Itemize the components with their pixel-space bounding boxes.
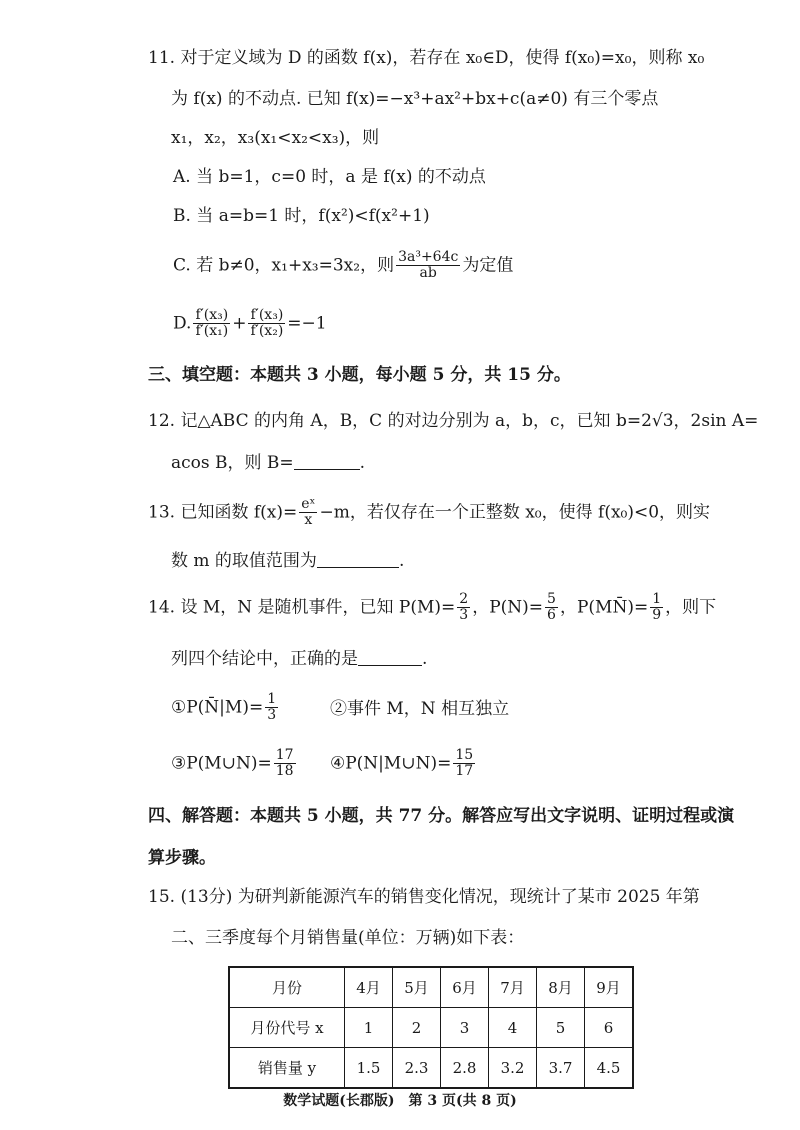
- q12-line1: 12. 记△ABC 的内角 A，B，C 的对边分别为 a，b，c，已知 b=2√3，2sin A=: [148, 411, 759, 431]
- table-cell: 2.8: [441, 1048, 489, 1089]
- pmn-fraction: [650, 592, 663, 624]
- table-cell: 8月: [537, 967, 585, 1008]
- q14-line2-text: 列四个结论中，正确的是: [171, 649, 358, 669]
- table-cell: 3.2: [489, 1048, 537, 1089]
- fraction-denominator: 6: [547, 607, 556, 624]
- q14-conclusion-3: [171, 748, 298, 780]
- pn-fraction: [545, 592, 558, 624]
- q13-line1-text: 13. 已知函数 f(x)=: [148, 502, 298, 523]
- q11-option-d-fraction-2: [248, 308, 285, 340]
- q14-conclusion-1: [171, 692, 280, 724]
- table-row: [229, 1048, 633, 1089]
- q14-conclusion-4: [330, 748, 477, 780]
- q11-line2: 为 f(x) 的不动点. 已知 f(x)=−x³+ax²+bx+c(a≠0) 有三个零点: [171, 89, 659, 109]
- table-cell: 5月: [393, 967, 441, 1008]
- q14-text-c: ，P(MN̄)=: [559, 597, 649, 618]
- q13-line2-text: 数 m 的取值范围为: [171, 551, 317, 571]
- fraction-denominator: x: [304, 512, 313, 529]
- q15-line2: 二、三季度每个月销售量(单位：万辆)如下表：: [171, 928, 525, 948]
- fraction-denominator: ab: [419, 265, 437, 282]
- fraction-numerator: eˣ: [301, 496, 316, 512]
- table-cell: 5: [537, 1008, 585, 1048]
- table-cell: 3: [441, 1008, 489, 1048]
- fraction-denominator: 9: [652, 607, 662, 624]
- section-4-heading-line2: 算步骤。: [148, 848, 216, 868]
- conclusion-4-text: ④P(N|M∪N)=: [330, 753, 452, 774]
- fraction-numerator: 1: [652, 591, 662, 607]
- section-3-heading: 三、填空题：本题共 3 小题，每小题 5 分，共 15 分。: [148, 365, 571, 385]
- table-row: [229, 1008, 633, 1048]
- q12-line2: [171, 452, 365, 473]
- plus-sign: +: [232, 313, 247, 334]
- q11-option-d: [173, 308, 327, 340]
- conclusion-1-text: ①P(N̄|M)=: [171, 697, 264, 718]
- table-cell: 4.5: [585, 1048, 634, 1089]
- fraction-denominator: f′(x₂): [250, 323, 284, 340]
- q13-line1: [148, 497, 710, 529]
- fraction-denominator: 18: [275, 763, 294, 780]
- table-cell: 7月: [489, 967, 537, 1008]
- q13-fraction: [299, 497, 317, 529]
- conclusion-1-fraction: [265, 692, 278, 724]
- conclusion-4-fraction: [453, 748, 475, 780]
- table-cell: 2.3: [393, 1048, 441, 1089]
- fraction-numerator: 15: [455, 747, 474, 763]
- q12-line2-text: acos B，则 B=: [171, 453, 294, 473]
- table-cell: 4: [489, 1008, 537, 1048]
- q14-text-a: 14. 设 M，N 是随机事件，已知 P(M)=: [148, 597, 456, 618]
- page-footer: 数学试题(长郡版) 第 3 页(共 8 页): [283, 1093, 517, 1109]
- q12-line2-end: .: [359, 453, 366, 473]
- sales-table: [228, 966, 634, 1089]
- q11-option-d-label: D.: [173, 313, 192, 334]
- q11-option-d-fraction-1: [193, 308, 230, 340]
- table-cell: 4月: [345, 967, 393, 1008]
- q14-line1: [148, 592, 716, 624]
- q11-option-a: A. 当 b=1，c=0 时，a 是 f(x) 的不动点: [173, 167, 486, 187]
- q15-line1: 15. (13分) 为研判新能源汽车的销售变化情况，现统计了某市 2025 年第: [148, 887, 700, 907]
- q11-option-c-fraction: [396, 250, 460, 282]
- fraction-denominator: f′(x₁): [195, 323, 229, 340]
- table-row: [229, 967, 633, 1008]
- fraction-denominator: 3: [267, 707, 277, 724]
- section-4-heading-line1: 四、解答题：本题共 5 小题，共 77 分。解答应写出文字说明、证明过程或演: [148, 806, 735, 826]
- table-cell: 2: [393, 1008, 441, 1048]
- fraction-numerator: f′(x₃): [195, 307, 229, 323]
- conclusion-3-text: ③P(M∪N)=: [171, 753, 272, 774]
- conclusion-3-fraction: [274, 748, 296, 780]
- q11-line1: 11. 对于定义域为 D 的函数 f(x)，若存在 x₀∈D，使得 f(x₀)=x₀，则称 x₀: [148, 48, 705, 68]
- q14-conclusion-2: ②事件 M，N 相互独立: [330, 699, 510, 719]
- q14-line2-end: .: [422, 649, 428, 669]
- table-header-cell: 月份: [229, 967, 345, 1008]
- q11-option-d-tail: =−1: [287, 313, 327, 334]
- q11-option-c-tail: 为定值: [462, 255, 514, 276]
- answer-blank: [317, 550, 399, 568]
- q11-option-c: [173, 250, 513, 282]
- q11-line3: x₁，x₂，x₃(x₁<x₂<x₃)，则: [171, 128, 380, 148]
- q14-text-b: ，P(N)=: [472, 597, 544, 618]
- q14-line2: [171, 648, 427, 669]
- answer-blank: [358, 648, 422, 666]
- table-cell: 1.5: [345, 1048, 393, 1089]
- q11-option-b: B. 当 a=b=1 时，f(x²)<f(x²+1): [173, 206, 430, 226]
- table-header-cell: 月份代号 x: [229, 1008, 345, 1048]
- q13-line1-tail: −m，若仅存在一个正整数 x₀，使得 f(x₀)<0，则实: [319, 502, 711, 523]
- answer-blank: [294, 452, 360, 470]
- table-cell: 6: [585, 1008, 634, 1048]
- fraction-numerator: 2: [459, 591, 469, 607]
- table-cell: 6月: [441, 967, 489, 1008]
- fraction-numerator: 1: [267, 691, 277, 707]
- fraction-denominator: 17: [455, 763, 474, 780]
- fraction-numerator: 3a³+64c: [398, 249, 459, 265]
- q11-option-c-text: C. 若 b≠0，x₁+x₃=3x₂，则: [173, 255, 395, 276]
- q13-line2: [171, 550, 404, 571]
- fraction-denominator: 3: [459, 607, 469, 624]
- table-cell: 3.7: [537, 1048, 585, 1089]
- q14-text-d: ，则下: [665, 597, 717, 618]
- fraction-numerator: 5: [547, 591, 556, 607]
- fraction-numerator: 17: [275, 747, 294, 763]
- fraction-numerator: f′(x₃): [250, 307, 284, 323]
- table-cell: 1: [345, 1008, 393, 1048]
- pm-fraction: [457, 592, 470, 624]
- table-header-cell: 销售量 y: [229, 1048, 345, 1089]
- q13-line2-end: .: [398, 551, 405, 571]
- table-cell: 9月: [585, 967, 634, 1008]
